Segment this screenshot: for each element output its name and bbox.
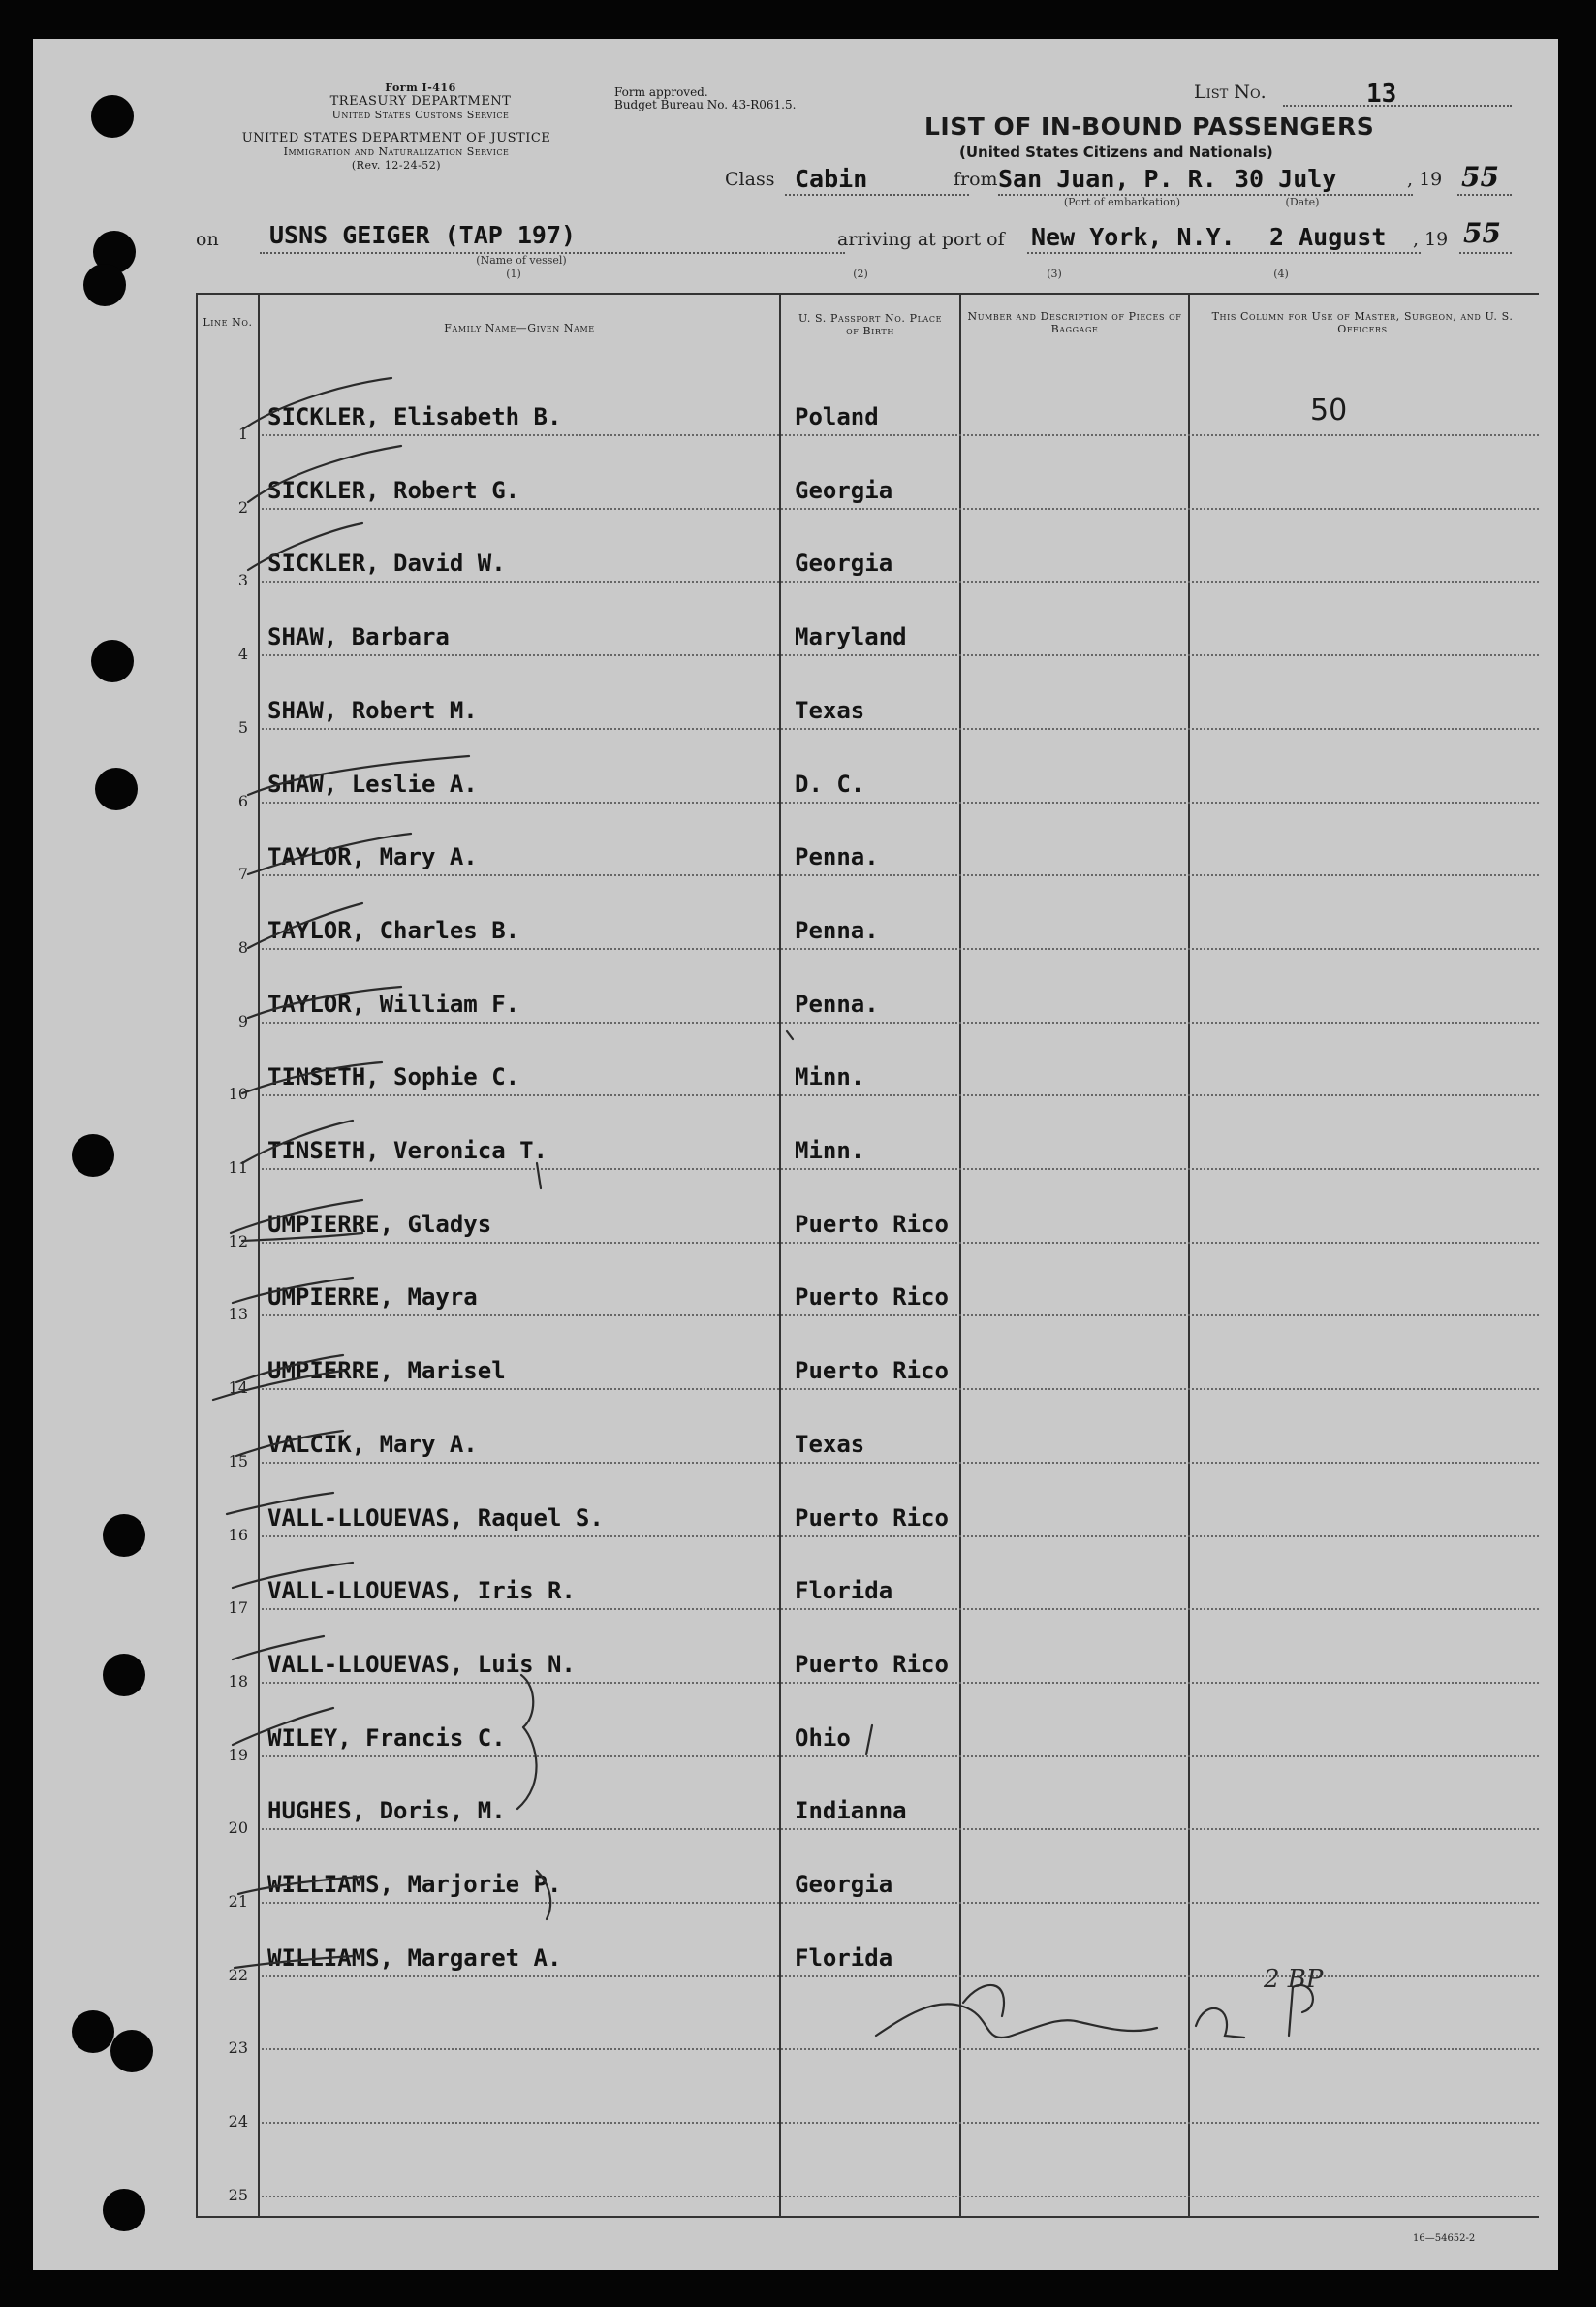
place-of-birth: Texas [795, 1431, 865, 1458]
place-of-birth: Indianna [795, 1797, 907, 1824]
arrival-year: 55 [1463, 217, 1501, 249]
budget-bureau: Budget Bureau No. 43-R061.5. [614, 98, 797, 111]
treasury-department: TREASURY DEPARTMENT [329, 94, 512, 109]
passenger-name: SHAW, Barbara [267, 623, 450, 650]
passenger-name: VALL-LLOUEVAS, Luis N. [267, 1651, 576, 1678]
embarkation-year: 55 [1461, 161, 1499, 193]
line-number: 23 [228, 2038, 248, 2057]
header-baggage: Number and Description of Pieces of Baggage [967, 310, 1182, 335]
revision-date: (Rev. 12-24-52) [351, 159, 442, 172]
line-number: 9 [237, 1012, 248, 1030]
place-of-birth: Florida [795, 1577, 893, 1604]
immigration-service: Immigration and Naturalization Service [283, 145, 510, 158]
line-number: 13 [228, 1305, 248, 1323]
list-no-value: 13 [1366, 79, 1397, 109]
line-number: 4 [237, 645, 248, 663]
place-of-birth: Puerto Rico [795, 1651, 949, 1678]
line-number: 1 [237, 425, 248, 443]
vessel-name: USNS GEIGER (TAP 197) [269, 221, 577, 249]
place-of-birth: Georgia [795, 550, 893, 577]
year-prefix: , 19 [1407, 169, 1443, 190]
column-number-4: (4) [1273, 268, 1289, 280]
place-of-birth: Georgia [795, 477, 893, 504]
line-number: 10 [228, 1085, 248, 1103]
embarkation-caption: (Port of embarkation) [1063, 196, 1181, 208]
column-number-2: (2) [853, 268, 868, 280]
form-title: LIST OF IN-BOUND PASSENGERS [924, 112, 1375, 141]
passenger-name: SICKLER, Elisabeth B. [267, 403, 562, 430]
passenger-name: TAYLOR, Charles B. [267, 917, 520, 944]
header-line-no: Line No. [203, 316, 253, 329]
passenger-name: VALCIK, Mary A. [267, 1431, 478, 1458]
footer-code: 16—54652-2 [1413, 2233, 1476, 2244]
passenger-name: SICKLER, David W. [267, 550, 506, 577]
customs-service: United States Customs Service [331, 109, 510, 121]
line-number: 17 [228, 1598, 248, 1617]
place-of-birth: Ohio [795, 1724, 851, 1752]
line-number: 14 [228, 1378, 248, 1397]
embarkation-port: San Juan, P. R. [998, 165, 1217, 193]
place-of-birth: Florida [795, 1944, 893, 1972]
from-label: from [954, 169, 998, 190]
place-of-birth: Poland [795, 403, 879, 430]
arrival-date: 2 August [1269, 223, 1387, 251]
passenger-name: WILEY, Francis C. [267, 1724, 506, 1752]
place-of-birth: Georgia [795, 1871, 893, 1898]
date-caption: (Date) [1285, 196, 1320, 208]
place-of-birth: Puerto Rico [795, 1283, 949, 1311]
place-of-birth: Penna. [795, 917, 879, 944]
line-number: 22 [228, 1966, 248, 1984]
line-number: 12 [228, 1232, 248, 1250]
passenger-name: VALL-LLOUEVAS, Iris R. [267, 1577, 576, 1604]
place-of-birth: Minn. [795, 1063, 865, 1090]
form-subtitle: (United States Citizens and Nationals) [959, 143, 1273, 161]
arrival-port: New York, N.Y. [1031, 223, 1236, 251]
passenger-name: WILLIAMS, Margaret A. [267, 1944, 562, 1972]
line-number: 24 [228, 2112, 248, 2131]
passenger-name: UMPIERRE, Marisel [267, 1357, 506, 1384]
pencil-check-marks [33, 39, 1558, 2270]
approval-line: Form approved. [614, 85, 708, 99]
passenger-name: SICKLER, Robert G. [267, 477, 520, 504]
place-of-birth: Penna. [795, 843, 879, 870]
header-name: Family Name—Given Name [444, 322, 595, 334]
line-number: 15 [228, 1452, 248, 1470]
form-number: Form I-416 [385, 81, 456, 94]
justice-department: UNITED STATES DEPARTMENT OF JUSTICE [241, 131, 551, 145]
line-number: 25 [228, 2186, 248, 2204]
line-number: 18 [228, 1672, 248, 1691]
passenger-name: UMPIERRE, Mayra [267, 1283, 478, 1311]
list-no-label: List No. [1194, 81, 1267, 103]
passenger-name: SHAW, Leslie A. [267, 771, 478, 798]
line-number: 6 [237, 792, 248, 810]
passenger-name: WILLIAMS, Marjorie P. [267, 1871, 562, 1898]
passenger-name: TAYLOR, Mary A. [267, 843, 478, 870]
vessel-caption: (Name of vessel) [476, 254, 567, 267]
line-number: 19 [228, 1746, 248, 1764]
line-number: 11 [228, 1158, 248, 1177]
embarkation-date: 30 July [1235, 165, 1337, 193]
place-of-birth: Puerto Rico [795, 1357, 949, 1384]
place-of-birth: Maryland [795, 623, 907, 650]
line-number: 8 [237, 938, 248, 957]
passenger-name: TINSETH, Veronica T. [267, 1137, 548, 1164]
passenger-name: SHAW, Robert M. [267, 697, 478, 724]
arrival-year-prefix: , 19 [1413, 229, 1449, 250]
handwritten-annotation: 2 BP [1264, 1965, 1324, 1994]
place-of-birth: Texas [795, 697, 865, 724]
header-officers: This Column for Use of Master, Surgeon, and U. S. Officers [1211, 310, 1514, 335]
line-number: 5 [237, 718, 248, 737]
place-of-birth: Minn. [795, 1137, 865, 1164]
officer-note: 50 [1310, 394, 1348, 427]
place-of-birth: Penna. [795, 991, 879, 1018]
line-number: 16 [228, 1526, 248, 1544]
line-number: 20 [228, 1818, 248, 1837]
line-number: 3 [237, 571, 248, 589]
passenger-name: HUGHES, Doris, M. [267, 1797, 506, 1824]
place-of-birth: Puerto Rico [795, 1504, 949, 1532]
line-number: 2 [237, 498, 248, 517]
class-value: Cabin [795, 165, 868, 193]
header-passport: U. S. Passport No. Place of Birth [798, 312, 943, 337]
column-number-1: (1) [506, 268, 521, 280]
place-of-birth: Puerto Rico [795, 1211, 949, 1238]
form-sheet [33, 39, 1558, 2270]
line-number: 7 [237, 865, 248, 883]
passenger-name: VALL-LLOUEVAS, Raquel S. [267, 1504, 604, 1532]
line-number: 21 [228, 1892, 248, 1911]
place-of-birth: D. C. [795, 771, 865, 798]
class-label: Class [725, 169, 775, 190]
passenger-name: TAYLOR, William F. [267, 991, 520, 1018]
passenger-name: UMPIERRE, Gladys [267, 1211, 492, 1238]
column-number-3: (3) [1047, 268, 1062, 280]
arriving-label: arriving at port of [837, 229, 1005, 250]
on-label: on [196, 229, 219, 250]
passenger-name: TINSETH, Sophie C. [267, 1063, 520, 1090]
